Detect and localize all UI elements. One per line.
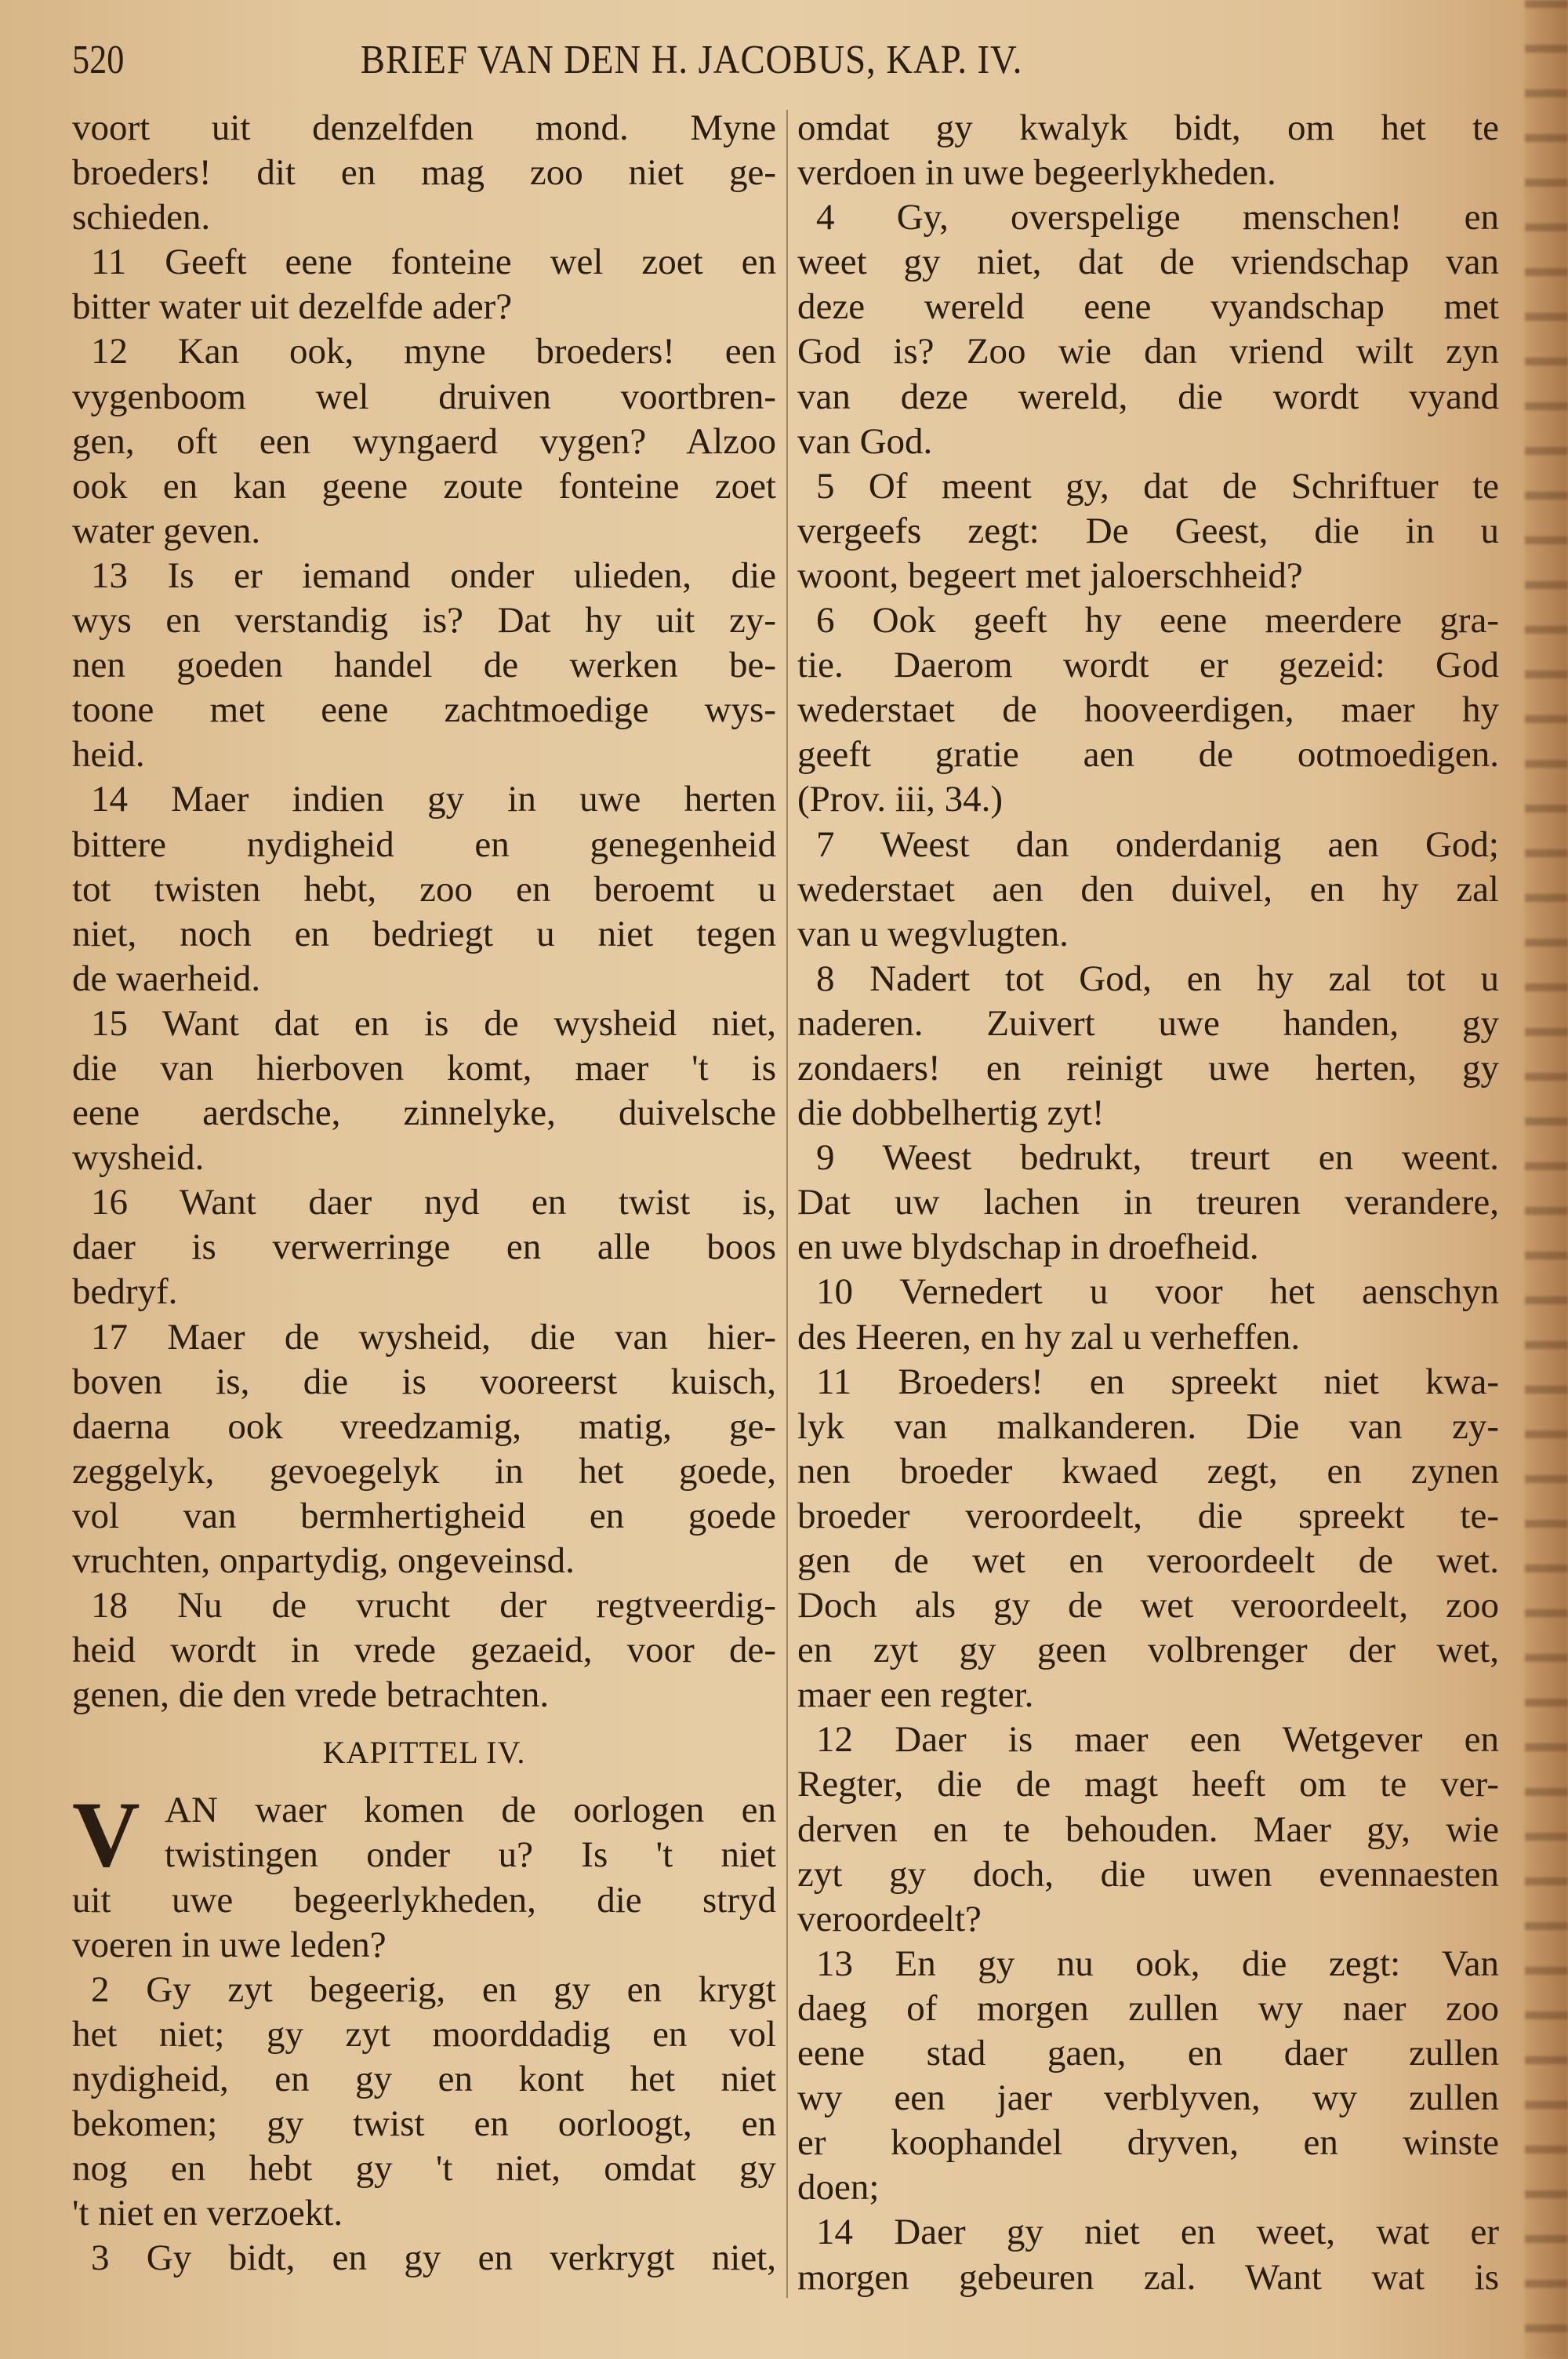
verse-paragraph bbox=[72, 777, 776, 1001]
text-line: 't niet en verzoekt. bbox=[72, 2193, 343, 2234]
text-line: Doch als gy de wet veroordeelt, zoo bbox=[797, 1585, 1499, 1627]
text-line: 12 Daer is maer een Wetgever en bbox=[816, 1719, 1499, 1761]
text-line: 11 Broeders! en spreekt niet kwa- bbox=[816, 1361, 1499, 1402]
text-line: 16 Want daer nyd en twist is, bbox=[91, 1182, 776, 1223]
text-line: daeg of morgen zullen wy naer zoo bbox=[797, 1987, 1499, 2029]
verse-paragraph bbox=[72, 240, 776, 329]
text-line: 2 Gy zyt begeerig, en gy en krygt bbox=[91, 1968, 776, 2010]
text-line: morgen gebeuren zal. Want wat is bbox=[797, 2256, 1499, 2298]
text-line: daerna ook vreedzamig, matig, ge- bbox=[72, 1405, 776, 1447]
text-line: 18 Nu de vrucht der regtveerdig- bbox=[91, 1585, 776, 1627]
text-line: 13 En gy nu ook, die zegt: Van bbox=[816, 1943, 1499, 1984]
text-line: wederstaet de hooveerdigen, maer hy bbox=[797, 689, 1499, 731]
text-line: eene aerdsche, zinnelyke, duivelsche bbox=[72, 1092, 776, 1134]
text-line: 10 Vernedert u voor het aenschyn bbox=[816, 1271, 1499, 1313]
text-line: bedryf. bbox=[72, 1271, 178, 1313]
verse-paragraph bbox=[797, 957, 1499, 1136]
text-line: wys en verstandig is? Dat hy uit zy- bbox=[72, 600, 776, 642]
verse-paragraph bbox=[72, 329, 776, 553]
text-line: 7 Weest dan onderdanig aen God; bbox=[816, 823, 1499, 865]
verse-paragraph bbox=[797, 823, 1499, 957]
text-line: twistingen onder u? Is 't niet bbox=[165, 1834, 776, 1876]
drop-cap: V bbox=[72, 1782, 140, 1887]
verse-paragraph bbox=[797, 106, 1499, 195]
text-line: de waerheid. bbox=[72, 958, 261, 999]
text-line: 3 Gy bidt, en gy en verkrygt niet, bbox=[91, 2237, 776, 2279]
text-line: bitter water uit dezelfde ader? bbox=[72, 286, 513, 328]
text-line: 12 Kan ook, myne broeders! een bbox=[91, 331, 776, 373]
verse-paragraph bbox=[797, 2210, 1499, 2299]
text-line: tot twisten hebt, zoo en beroemt u bbox=[72, 868, 776, 910]
text-line: 11 Geeft eene fonteine wel zoet en bbox=[91, 242, 776, 283]
text-line: van u wegvlugten. bbox=[797, 913, 1069, 954]
text-line: heid. bbox=[72, 734, 145, 776]
verse-paragraph bbox=[72, 1315, 776, 1584]
verse-paragraph bbox=[72, 2236, 776, 2281]
text-line: 15 Want dat en is de wysheid niet, bbox=[91, 1002, 776, 1044]
column-divider bbox=[786, 110, 788, 2298]
text-line: nen broeder kwaed zegt, en zynen bbox=[797, 1450, 1499, 1492]
verse-paragraph bbox=[797, 1136, 1499, 1270]
text-line: eene stad gaen, en daer zullen bbox=[797, 2033, 1499, 2074]
text-line: 8 Nadert tot God, en hy zal tot u bbox=[816, 958, 1499, 999]
text-line: maer een regter. bbox=[797, 1674, 1034, 1716]
left-column bbox=[72, 106, 776, 2281]
text-line: naderen. Zuivert uwe handen, gy bbox=[797, 1002, 1499, 1044]
text-line: omdat gy kwalyk bidt, om het te bbox=[797, 107, 1499, 148]
text-line: niet, noch en bedriegt u niet tegen bbox=[72, 913, 776, 954]
verse-paragraph bbox=[72, 1001, 776, 1180]
text-line: wy een jaer verblyven, wy zullen bbox=[797, 2077, 1499, 2119]
text-line: AN waer komen de oorlogen en bbox=[165, 1790, 776, 1831]
text-line: nog en hebt gy 't niet, omdat gy bbox=[72, 2148, 776, 2190]
verse-paragraph bbox=[72, 1583, 776, 1717]
chapter-heading: KAPITTEL IV. bbox=[322, 1735, 526, 1771]
text-line: 9 Weest bedrukt, treurt en weent. bbox=[816, 1137, 1499, 1179]
text-line: woont, begeert met jaloerschheid? bbox=[797, 554, 1303, 596]
text-line: 17 Maer de wysheid, die van hier- bbox=[91, 1316, 776, 1358]
text-line: zyt gy doch, die uwen evennaesten bbox=[797, 1853, 1499, 1895]
text-line: veroordeelt? bbox=[797, 1898, 982, 1939]
text-line: nydigheid, en gy en kont het niet bbox=[72, 2058, 776, 2099]
text-line: 4 Gy, overspelige menschen! en bbox=[816, 197, 1499, 238]
right-column bbox=[797, 106, 1499, 2300]
verse-paragraph bbox=[72, 1180, 776, 1314]
text-line: bittere nydigheid en genegenheid bbox=[72, 823, 776, 865]
text-line: 6 Ook geeft hy eene meerdere gra- bbox=[816, 600, 1499, 642]
text-line: van God. bbox=[797, 420, 933, 462]
text-line: broeders! dit en mag zoo niet ge- bbox=[72, 152, 776, 194]
text-line: (Prov. iii, 34.) bbox=[797, 779, 1003, 820]
text-line: 14 Daer gy niet en weet, wat er bbox=[816, 2212, 1499, 2253]
text-line: vruchten, onpartydig, ongeveinsd. bbox=[72, 1540, 575, 1581]
text-line: daer is verwerringe en alle boos bbox=[72, 1227, 776, 1268]
text-line: nen goeden handel de werken be- bbox=[72, 645, 776, 686]
text-line: heid wordt in vrede gezaeid, voor de- bbox=[72, 1630, 776, 1671]
text-line: die van hierboven komt, maer 't is bbox=[72, 1047, 776, 1089]
verse-paragraph bbox=[797, 1717, 1499, 1941]
text-line: God is? Zoo wie dan vriend wilt zyn bbox=[797, 331, 1499, 373]
text-line: vol van bermhertigheid en goede bbox=[72, 1495, 776, 1536]
text-line: tie. Daerom wordt er gezeid: God bbox=[797, 645, 1499, 686]
text-line: vergeefs zegt: De Geest, die in u bbox=[797, 510, 1499, 551]
text-line: en uwe blydschap in droefheid. bbox=[797, 1227, 1259, 1268]
text-line: het niet; gy zyt moorddadig en vol bbox=[72, 2013, 776, 2055]
text-line: weet gy niet, dat de vriendschap van bbox=[797, 242, 1499, 283]
text-line: ook en kan geene zoute fonteine zoet bbox=[72, 465, 776, 507]
text-line: gen, oft een wyngaerd vygen? Alzoo bbox=[72, 420, 776, 462]
text-line: wysheid. bbox=[72, 1137, 205, 1179]
verse-paragraph bbox=[797, 598, 1499, 822]
text-line: deze wereld eene vyandschap met bbox=[797, 286, 1499, 328]
text-line: derven en te behouden. Maer gy, wie bbox=[797, 1808, 1499, 1850]
verse-paragraph bbox=[72, 106, 776, 240]
adjacent-page-edge bbox=[1525, 0, 1568, 2359]
text-line: water geven. bbox=[72, 510, 261, 551]
text-line: genen, die den vrede betrachten. bbox=[72, 1674, 550, 1716]
text-line: zondaers! en reinigt uwe herten, gy bbox=[797, 1047, 1499, 1089]
text-line: Regter, die de magt heeft om te ver- bbox=[797, 1764, 1499, 1805]
text-line: schieden. bbox=[72, 197, 211, 238]
verse-paragraph bbox=[797, 195, 1499, 464]
text-line: van deze wereld, die wordt vyand bbox=[797, 376, 1499, 417]
text-line: broeder veroordeelt, die spreekt te- bbox=[797, 1495, 1499, 1536]
text-line: 14 Maer indien gy in uwe herten bbox=[91, 779, 776, 820]
running-title: BRIEF VAN DEN H. JACOBUS, KAP. IV. bbox=[360, 38, 1023, 82]
text-line: vygenboom wel druiven voortbren- bbox=[72, 376, 776, 417]
text-line: boven is, die is vooreerst kuisch, bbox=[72, 1361, 776, 1402]
verse-paragraph bbox=[72, 1968, 776, 2237]
chapter-opening-paragraph bbox=[72, 1782, 776, 1967]
text-line: er koophandel dryven, en winste bbox=[797, 2122, 1499, 2164]
text-line: 13 Is er iemand onder ulieden, die bbox=[91, 554, 776, 596]
text-line: doen; bbox=[797, 2167, 880, 2208]
text-line: Dat uw lachen in treuren verandere, bbox=[797, 1182, 1499, 1223]
text-line: toone met eene zachtmoedige wys- bbox=[72, 689, 776, 731]
page-number: 520 bbox=[72, 38, 125, 82]
text-line: geeft gratie aen de ootmoedigen. bbox=[797, 734, 1499, 776]
text-line: voeren in uwe leden? bbox=[72, 1924, 387, 1965]
text-line: wederstaet aen den duivel, en hy zal bbox=[797, 868, 1499, 910]
text-line: lyk van malkanderen. Die van zy- bbox=[797, 1405, 1499, 1447]
verse-paragraph bbox=[72, 554, 776, 777]
text-line: die dobbelhertig zyt! bbox=[797, 1092, 1105, 1134]
text-line: bekomen; gy twist en oorloogt, en bbox=[72, 2103, 776, 2145]
text-line: gen de wet en veroordeelt de wet. bbox=[797, 1540, 1499, 1581]
text-line: 5 Of meent gy, dat de Schriftuer te bbox=[816, 465, 1499, 507]
verse-paragraph bbox=[797, 1942, 1499, 2211]
verse-paragraph bbox=[797, 464, 1499, 598]
text-line: uit uwe begeerlykheden, die stryd bbox=[72, 1879, 776, 1921]
text-line: en zyt gy geen volbrenger der wet, bbox=[797, 1630, 1499, 1671]
running-header bbox=[72, 33, 1499, 88]
verse-paragraph bbox=[797, 1270, 1499, 1359]
text-line: des Heeren, en hy zal u verheffen. bbox=[797, 1316, 1301, 1358]
verse-paragraph bbox=[797, 1360, 1499, 1718]
text-line: verdoen in uwe begeerlykheden. bbox=[797, 152, 1276, 194]
text-line: voort uit denzelfden mond. Myne bbox=[72, 107, 776, 148]
text-line: zeggelyk, gevoegelyk in het goede, bbox=[72, 1450, 776, 1492]
